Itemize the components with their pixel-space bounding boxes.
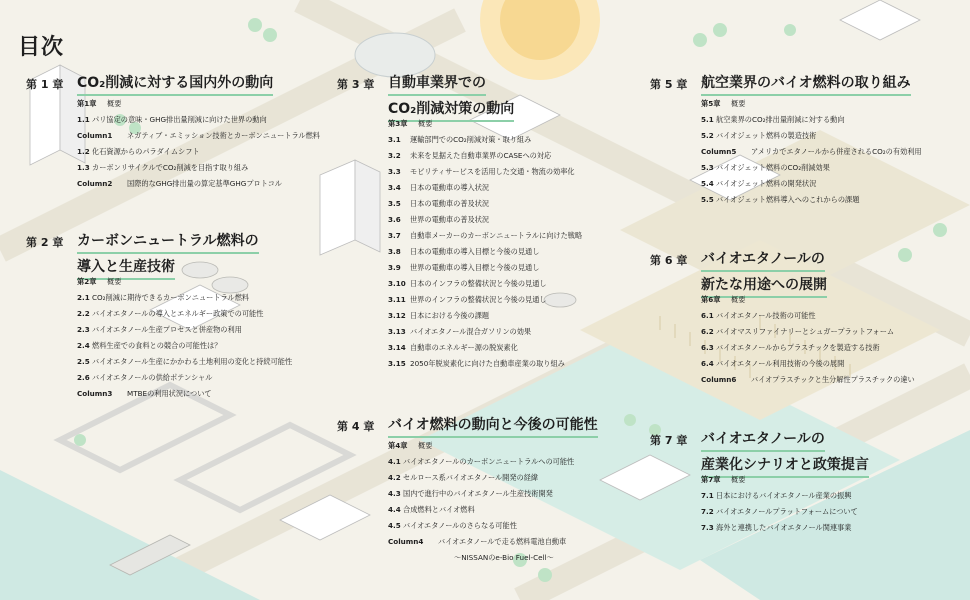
chapter-title: CO₂削減に対する国内外の動向 [77, 72, 273, 98]
chapter-title: 自動車業界での CO₂削減対策の動向 [388, 72, 514, 124]
chapter-number: 第 1 章 [26, 78, 64, 91]
chapter-title: バイオエタノールの 産業化シナリオと政策提言 [701, 428, 869, 480]
chapter-number: 第 2 章 [26, 236, 64, 249]
chapter-number: 第 3 章 [337, 78, 375, 91]
chapter-title: バイオエタノールの 新たな用途への展開 [701, 248, 827, 300]
chapter-number: 第 6 章 [650, 254, 688, 267]
chapter-title: バイオ燃料の動向と今後の可能性 [388, 414, 598, 440]
chapter-number: 第 5 章 [650, 78, 688, 91]
toc-page: 目次 第 1 章 CO₂削減に対する国内外の動向 第1章 概要 1.1 パリ協定の意味・GHG排出量削減に向けた世界の動向 Column1 ネガティブ・エミッション技術とカーボンニュートラル燃料 1.2 化石資源からのパラダイムシフト 1.3 カーボンリサイクルでCO₂削減を目指す取り組み Column2 国際的なGHG排出量の算定基準GHGプロトコル 第 2 章 カーボンニュートラル燃料の 導入と生産技術 第2章 概要 2.1 CO₂削減に期待できるカーボンニュートラル燃料 2.2 バイオエタノールの導入とエネルギー政策での可能性 2.3 バイオエタノール生産プロセスと併産物の利用 2.4 燃料生産での食料との競合の可能性は？ 2.5 バイオエタノール生産にかかわる土地利用の変化と持続可能性 2.6 バイオエタノールの供給ポテンシャル Column3 MTBEの利用状況について 第 3 章 自動車業界での CO₂削減対策の動向 第3章 概要 3.1 運輸部門でのCO₂削減対策・取り組み 3.2 未来を見据えた自動車業界のCASEへの対応 3.3 モビリティサービスを活用した交通・物流の効率化 3.4 日本の電動車の導入状況 3.5 日本の電動車の普及状況 3.6 世界の電動車の普及状況 3.7 自動車メーカーのカーボンニュートラルに向けた戦略 3.8 日本の電動車の導入目標と今後の見通し 3.9 世界の電動車の導入目標と今後の見通し 3.10 日本のインフラの整備状況と今後の見通し 3.11 世界のインフラの整備状況と今後の見通し 3.12 日本における今後の課題 3.13 バイオエタノール混合ガソリンの効果 3.14 自動車のエネルギー源の脱炭素化 3.15 2050年脱炭素化に向けた自動車産業の取り組み 第 4 章 バイオ燃料の動向と今後の可能性 第4章 概要 4.1 バイオエタノールのカーボンニュートラルへの可能性 4.2 セルロース系バイオエタノール開発の経緯 4.3 国内で進行中のバイオエタノール生産技術開発 4.4 合成燃料とバイオ燃料 4.5 バイオエタノールのさらなる可能性 Column4 バイオエタノールで走る燃料電池自動車 〜NISSANのe-Bio Fuel-Cell〜 第 5 章 航空業界のバイオ燃料の取り組み 第5章 概要 5.1 航空業界のCO₂排出量削減に対する動向 5.2 バイオジェット燃料の製造技術 Column5 アメリカでエタノールから併産されるCO₂の有効利用 5.3 バイオジェット燃料のCO₂削減効果 5.4 バイオジェット燃料の開発状況 5.5 バイオジェット燃料導入へのこれからの課題 第 6 章 バイオエタノールの 新たな用途への展開 第6章 概要 6.1 バイオエタノール技術の可能性 6.2 バイオマスリファイナリーとシュガープラットフォーム 6.3 バイオエタノールからプラスチックを製造する技術 6.4 バイオエタノール利用技術の今後の展開 Column6 バイオプラスチックと生分解性プラスチックの違い 第 7 章 バイオエタノールの 産業化シナリオと政策提言 第7章 概要 7.1 日本におけるバイオエタノール産業の振興 7.2 バイオエタノールプラットフォームについて 7.3 海外と連携したバイオエタノール関連事業 [0, 0, 970, 600]
chapter-number: 第 7 章 [650, 434, 688, 447]
chapter-title: 航空業界のバイオ燃料の取り組み [701, 72, 911, 98]
chapter-number: 第 4 章 [337, 420, 375, 433]
chapter-title: カーボンニュートラル燃料の 導入と生産技術 [77, 230, 259, 282]
page-title: 目次 [18, 35, 65, 60]
